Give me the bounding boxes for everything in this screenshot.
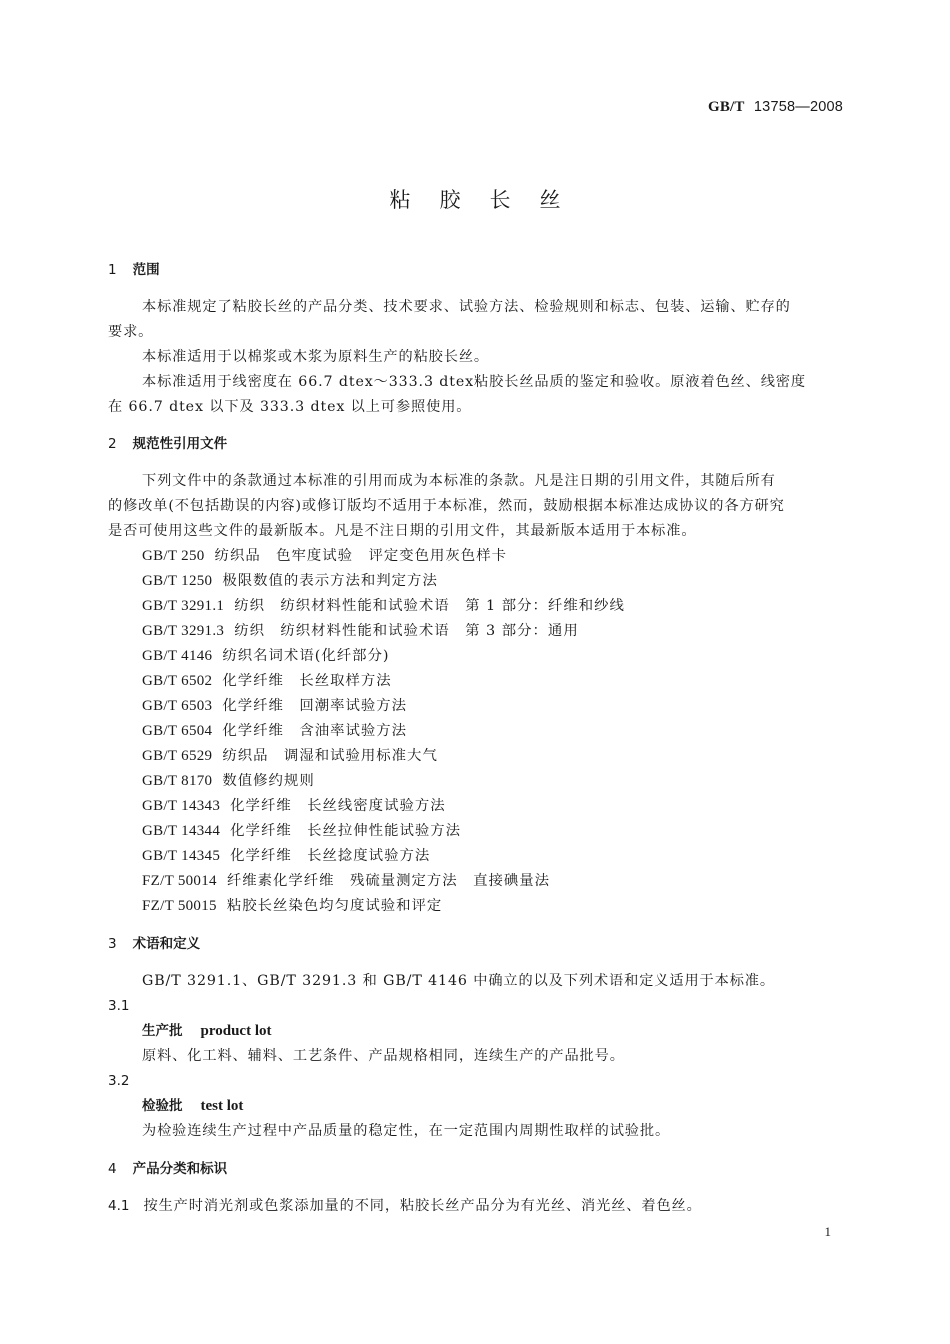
reference-title: 数值修约规则 (222, 773, 315, 789)
reference-title: 纺织名词术语(化纤部分) (222, 648, 390, 664)
reference-item (142, 896, 442, 916)
paragraph: 本标准规定了粘胶长丝的产品分类、技术要求、试验方法、检验规则和标志、包装、运输、贮存的 (142, 299, 791, 315)
section-title: 产品分类和标识 (132, 1161, 228, 1177)
section-number: 1 (108, 262, 117, 278)
term-entry (142, 1096, 243, 1116)
reference-item (142, 671, 392, 691)
reference-code: GB/T 14343 (142, 798, 221, 814)
reference-item (142, 696, 407, 716)
term-english: test lot (200, 1098, 244, 1114)
document-title: 粘胶长丝 (389, 188, 590, 212)
reference-title: 纺织品 调湿和试验用标准大气 (222, 748, 438, 764)
section-number: 2 (108, 436, 117, 452)
reference-title: 纺织 纺织材料性能和试验术语 第 1 部分：纤维和纱线 (234, 598, 625, 614)
reference-title: 化学纤维 长丝捻度试验方法 (230, 848, 431, 864)
reference-code: FZ/T 50015 (142, 898, 217, 914)
reference-title: 粘胶长丝染色均匀度试验和评定 (226, 898, 443, 914)
clause-4-1 (108, 1196, 702, 1216)
paragraph: GB/T 3291.1、GB/T 3291.3 和 GB/T 4146 中确立的以及下列术语和定义适用于本标准。 (142, 973, 775, 989)
reference-item (142, 571, 438, 591)
reference-code: GB/T 4146 (142, 648, 213, 664)
reference-code: GB/T 1250 (142, 573, 213, 589)
section-number: 4 (108, 1161, 117, 1177)
term-entry (142, 1021, 271, 1041)
clause-number: 4.1 (108, 1198, 130, 1214)
reference-code: FZ/T 50014 (142, 873, 217, 889)
standard-code (708, 99, 843, 116)
section-3-heading (108, 934, 200, 954)
reference-code: GB/T 6504 (142, 723, 213, 739)
reference-item (142, 796, 446, 816)
reference-code: GB/T 8170 (142, 773, 213, 789)
reference-code: GB/T 250 (142, 548, 205, 564)
paragraph: 本标准适用于线密度在 66.7 dtex～333.3 dtex粘胶长丝品质的鉴定和验收。原液着色丝、线密度 (142, 374, 806, 390)
section-number: 3 (108, 936, 117, 952)
reference-title: 纺织品 色牢度试验 评定变色用灰色样卡 (214, 548, 507, 564)
reference-code: GB/T 14345 (142, 848, 221, 864)
reference-title: 纺织 纺织材料性能和试验术语 第 3 部分：通用 (234, 623, 579, 639)
reference-code: GB/T 6503 (142, 698, 213, 714)
reference-code: GB/T 6529 (142, 748, 213, 764)
reference-code: GB/T 3291.1 (142, 598, 225, 614)
standard-number: 13758—2008 (753, 99, 843, 115)
reference-code: GB/T 6502 (142, 673, 213, 689)
page-number: 1 (824, 1224, 831, 1239)
reference-item (142, 871, 550, 891)
section-4-heading (108, 1159, 227, 1179)
paragraph: 是否可使用这些文件的最新版本。凡是不注日期的引用文件，其最新版本适用于本标准。 (108, 523, 697, 539)
paragraph: 下列文件中的条款通过本标准的引用而成为本标准的条款。凡是注日期的引用文件，其随后所有 (142, 473, 776, 489)
paragraph: 要求。 (108, 324, 154, 340)
reference-title: 化学纤维 长丝线密度试验方法 (230, 798, 446, 814)
term-english: product lot (200, 1023, 272, 1039)
reference-item (142, 721, 407, 741)
term-definition: 原料、化工料、辅料、工艺条件、产品规格相同，连续生产的产品批号。 (142, 1048, 625, 1064)
paragraph: 的修改单(不包括勘误的内容)或修订版均不适用于本标准，然而，鼓励根据本标准达成协议的各方研究 (108, 498, 785, 514)
reference-code: GB/T 14344 (142, 823, 221, 839)
reference-item (142, 546, 507, 566)
reference-item (142, 821, 461, 841)
reference-title: 化学纤维 回潮率试验方法 (222, 698, 408, 714)
term-chinese: 检验批 (142, 1098, 183, 1114)
reference-item (142, 621, 579, 641)
clause-number: 3.1 (108, 998, 130, 1014)
reference-title: 化学纤维 含油率试验方法 (222, 723, 408, 739)
section-2-heading (108, 434, 227, 454)
reference-item (142, 771, 315, 791)
term-definition: 为检验连续生产过程中产品质量的稳定性，在一定范围内周期性取样的试验批。 (142, 1123, 671, 1139)
section-title: 规范性引用文件 (132, 436, 228, 452)
reference-item (142, 646, 390, 666)
clause-text: 按生产时消光剂或色浆添加量的不同，粘胶长丝产品分为有光丝、消光丝、着色丝。 (143, 1198, 702, 1214)
paragraph: 本标准适用于以棉浆或木浆为原料生产的粘胶长丝。 (142, 349, 490, 365)
section-1-heading (108, 260, 160, 280)
clause-number: 3.2 (108, 1073, 130, 1089)
reference-title: 极限数值的表示方法和判定方法 (222, 573, 438, 589)
section-title: 范围 (132, 262, 160, 278)
reference-item (142, 846, 430, 866)
reference-item (142, 746, 438, 766)
term-chinese: 生产批 (142, 1023, 183, 1039)
reference-item (142, 596, 625, 616)
reference-title: 化学纤维 长丝取样方法 (222, 673, 392, 689)
standard-prefix: GB/T (707, 99, 745, 115)
reference-title: 化学纤维 长丝拉伸性能试验方法 (230, 823, 462, 839)
section-title: 术语和定义 (132, 936, 201, 952)
paragraph: 在 66.7 dtex 以下及 333.3 dtex 以上可参照使用。 (108, 399, 472, 415)
reference-code: GB/T 3291.3 (142, 623, 225, 639)
reference-title: 纤维素化学纤维 残硫量测定方法 直接碘量法 (226, 873, 551, 889)
